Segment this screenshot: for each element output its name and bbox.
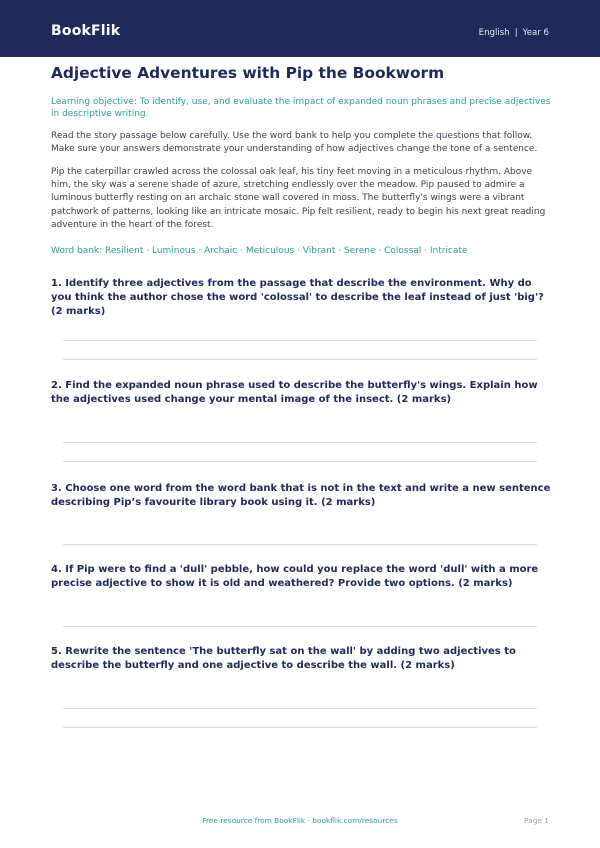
page-number: Page 1 — [524, 816, 549, 825]
answer-line[interactable] — [63, 626, 537, 627]
answer-line[interactable] — [63, 340, 537, 341]
year-label: Year 6 — [522, 28, 549, 38]
footer-credit[interactable]: Free resource from BookFlik · bookflik.com/resources — [202, 816, 398, 825]
answer-line[interactable] — [63, 727, 537, 728]
answer-line[interactable] — [63, 461, 537, 462]
subject-label: English — [478, 28, 510, 38]
learning-objective: Learning objective: To identify, use, and evaluate the impact of expanded noun phrases and precise adjectives in descriptive writing. — [51, 97, 551, 120]
instructions-text: Read the story passage below carefully. Use the word bank to help you complete the questions that follow. Make sure your answers demonstrate your understanding of how adjectives change the tone of a sentence. — [51, 131, 538, 155]
page-title: Adjective Adventures with Pip the Bookworm — [51, 64, 445, 82]
brand-logo[interactable]: BookFlik — [51, 23, 121, 39]
header-bar — [0, 0, 600, 57]
question-2: 2. Find the expanded noun phrase used to describe the butterfly's wings. Explain how the adjectives used change your mental image of the insect. (2 marks) — [51, 380, 538, 405]
answer-line[interactable] — [63, 442, 537, 443]
meta-separator: | — [514, 28, 518, 38]
answer-line[interactable] — [63, 359, 537, 360]
subject-year-meta — [479, 28, 549, 38]
question-3: 3. Choose one word from the word bank that is not in the text and write a new sentence describing Pip’s favourite library book using it. (2 marks) — [51, 483, 551, 508]
story-passage: Pip the caterpillar crawled across the colossal oak leaf, his tiny feet moving in a meticulous rhythm. Above him, the sky was a serene shade of azure, stretching endlessly over the meadow. Pip paused to admire a luminous butterfly resting on an archaic stone wall covered in moss. The butterfly's wings were a vibrant patchwork of patterns, looking like an intricate mosaic. Pip felt resilient, ready to begin his next great reading adventure in the heart of the forest. — [51, 167, 546, 230]
word-bank: Word bank: Resilient · Luminous · Archaic · Meticulous · Vibrant · Serene · Colossal · Intricate — [51, 246, 468, 256]
question-4: 4. If Pip were to find a 'dull' pebble, how could you replace the word 'dull' with a more precise adjective to show it is old and weathered? Provide two options. (2 marks) — [51, 564, 539, 589]
answer-line[interactable] — [63, 544, 537, 545]
question-1: 1. Identify three adjectives from the passage that describe the environment. Why do you think the author chose the word 'colossal' to describe the leaf instead of just 'big'? (2 marks) — [51, 278, 544, 317]
question-5: 5. Rewrite the sentence 'The butterfly sat on the wall' by adding two adjectives to describe the butterfly and one adjective to describe the wall. (2 marks) — [51, 646, 516, 671]
answer-line[interactable] — [63, 708, 537, 709]
